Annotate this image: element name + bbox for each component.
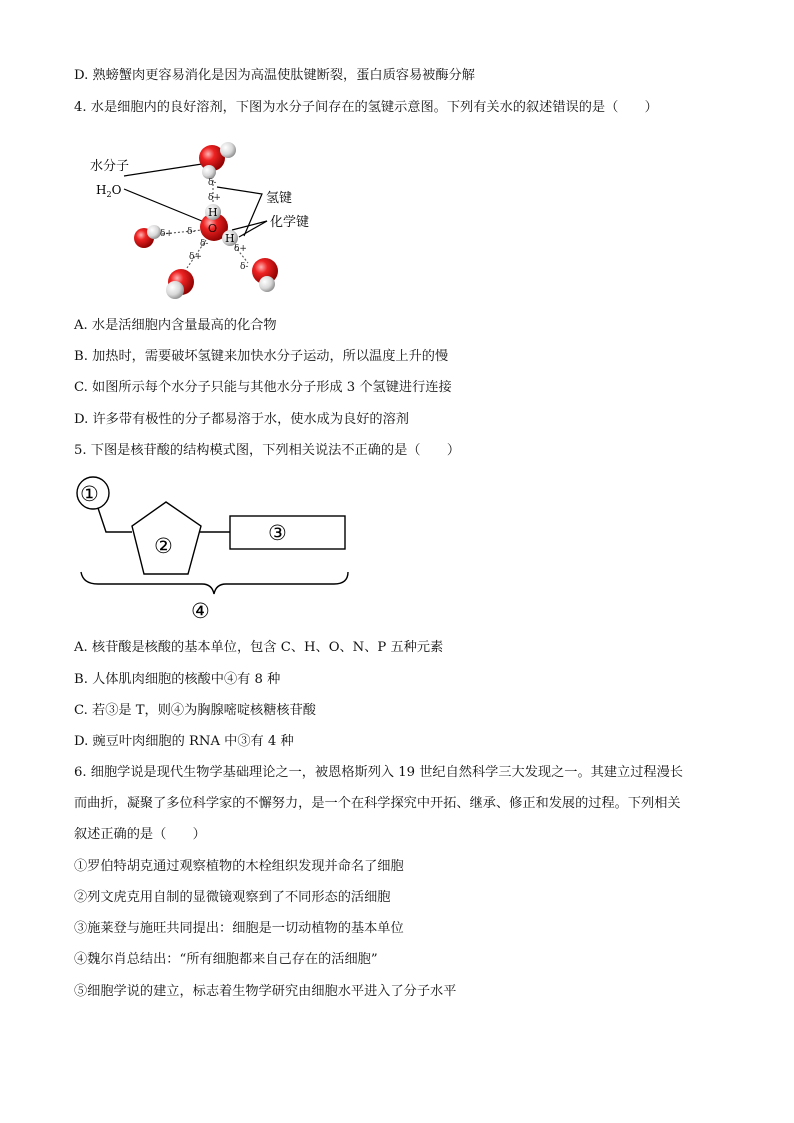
partial-charge: δ- xyxy=(200,239,209,249)
q6-stem-line: 而曲折，凝聚了多位科学家的不懈努力，是一个在科学探究中开拓、继承、修正和发展的过程。下列相关 xyxy=(74,796,681,811)
atom-h-label: H xyxy=(208,206,218,219)
nucleotide-structure-figure xyxy=(76,474,356,630)
q6-item-5: ⑤细胞学说的建立，标志着生物学研究由细胞水平进入了分子水平 xyxy=(74,984,457,999)
q4-option-d: D. 许多带有极性的分子都易溶于水，使水成为良好的溶剂 xyxy=(74,412,409,427)
label-4: ④ xyxy=(191,599,210,623)
water-molecule-label: 水分子 xyxy=(90,159,130,174)
base-rectangle xyxy=(230,516,345,549)
q5-option-a: A. 核苷酸是核酸的基本单位，包含 C、H、O、N、P 五种元素 xyxy=(74,640,444,655)
label-1: ① xyxy=(80,482,99,506)
label-3: ③ xyxy=(268,521,287,545)
chemical-bond-label: 化学键 xyxy=(270,215,310,230)
q6-item-1: ①罗伯特胡克通过观察植物的木栓组织发现并命名了细胞 xyxy=(74,859,404,874)
q6-item-3: ③施莱登与施旺共同提出：细胞是一切动植物的基本单位 xyxy=(74,921,404,936)
atom-h-label: H xyxy=(225,232,235,245)
h2o-label: $H_2O$ xyxy=(96,183,122,199)
hydrogen-atom xyxy=(202,165,216,179)
partial-charge: δ- xyxy=(208,178,217,188)
hydrogen-atom xyxy=(166,281,184,299)
q6-stem-line: 叙述正确的是（ ） xyxy=(74,827,206,842)
partial-charge: δ+ xyxy=(234,244,247,254)
partial-charge: δ- xyxy=(240,262,249,272)
partial-charge: δ+ xyxy=(160,229,173,239)
q6-item-4: ④魏尔肖总结出：“所有细胞都来自己存在的活细胞” xyxy=(74,952,378,967)
q6-item-2: ②列文虎克用自制的显微镜观察到了不同形态的活细胞 xyxy=(74,890,391,905)
brace xyxy=(81,572,348,594)
hydrogen-atom xyxy=(220,142,236,158)
q4-option-a: A. 水是活细胞内含量最高的化合物 xyxy=(74,318,277,333)
hydrogen-atom xyxy=(147,225,161,239)
partial-charge: δ+ xyxy=(208,193,221,203)
atom-o-label: O xyxy=(208,222,218,235)
q3-option-d: D. 熟螃蟹肉更容易消化是因为高温使肽键断裂，蛋白质容易被酶分解 xyxy=(74,68,475,83)
partial-charge: δ- xyxy=(187,227,196,237)
connector-line xyxy=(98,508,132,532)
q4-option-b: B. 加热时，需要破坏氢键来加快水分子运动，所以温度上升的慢 xyxy=(74,349,449,364)
q5-stem: 5. 下图是核苷酸的结构模式图，下列相关说法不正确的是（ ） xyxy=(74,443,461,458)
label-2: ② xyxy=(154,534,173,558)
q4-option-c: C. 如图所示每个水分子只能与其他水分子形成 3 个氢键进行连接 xyxy=(74,380,452,395)
q5-option-c: C. 若③是 T，则④为胸腺嘧啶核糖核苷酸 xyxy=(74,703,316,718)
q5-option-b: B. 人体肌肉细胞的核酸中④有 8 种 xyxy=(74,672,281,687)
hydrogen-atom xyxy=(259,276,275,292)
q6-stem-line: 6. 细胞学说是现代生物学基础理论之一，被恩格斯列入 19 世纪自然科学三大发现之一。其建立过程漫长 xyxy=(74,765,683,780)
q5-option-d: D. 豌豆叶肉细胞的 RNA 中③有 4 种 xyxy=(74,734,294,749)
hydrogen-bond-label: 氢键 xyxy=(266,191,293,206)
q4-stem: 4. 水是细胞内的良好溶剂，下图为水分子间存在的氢键示意图。下列有关水的叙述错误的是（ ） xyxy=(74,100,658,115)
partial-charge: δ+ xyxy=(189,252,202,262)
water-hydrogen-bond-figure xyxy=(84,134,324,310)
